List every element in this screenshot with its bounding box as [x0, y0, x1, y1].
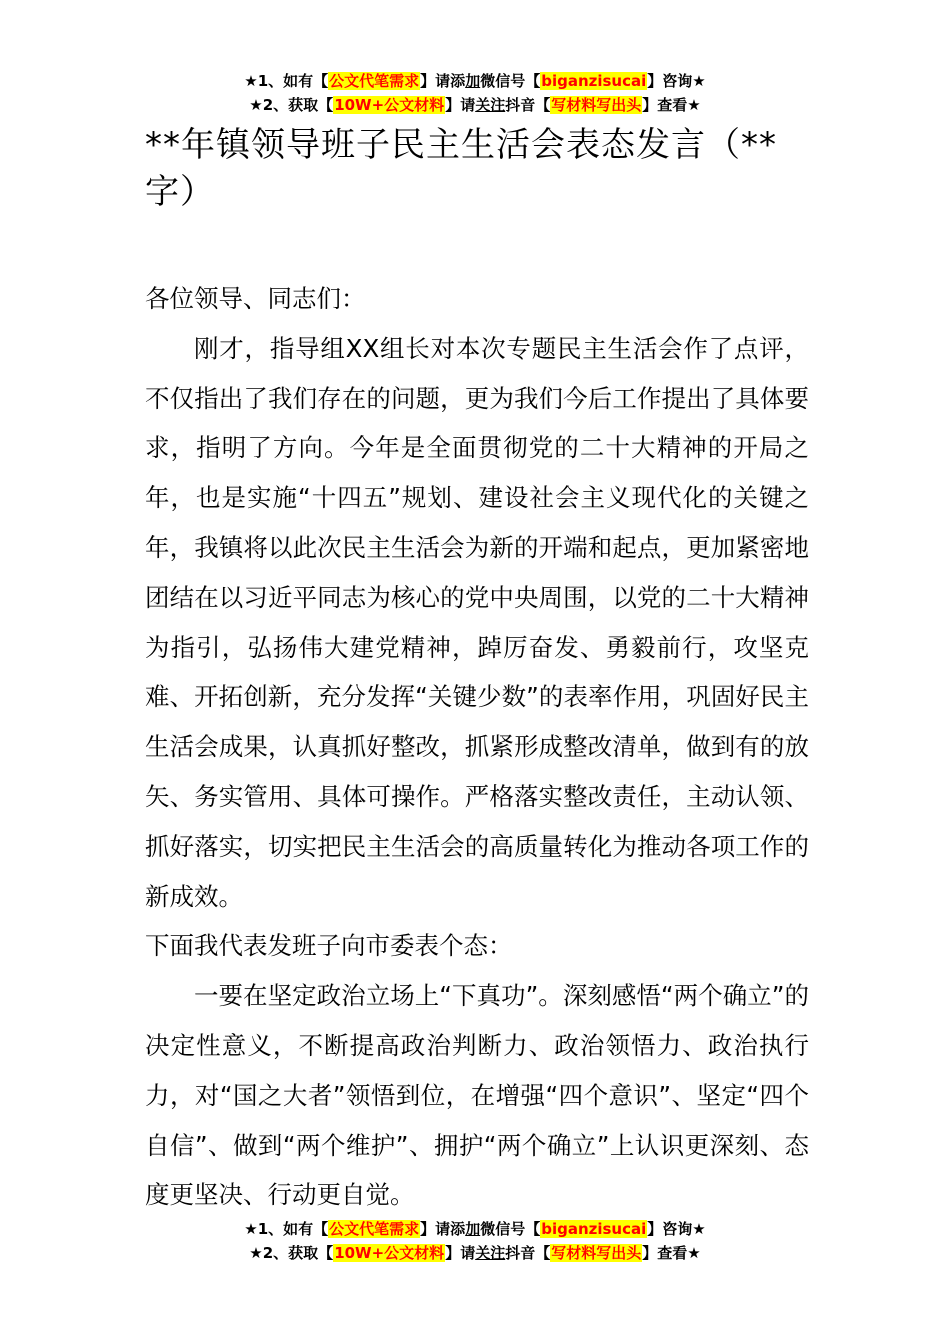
banner-line-1: ★1、如有【公文代笔需求】请添加微信号【biganzisucai】咨询★ [244, 1220, 706, 1238]
paragraph-1: 刚才，指导组XX组长对本次专题民主生活会作了点评，不仅指出了我们存在的问题，更为我们今后工作提出了具体要求，指明了方向。今年是全面贯彻党的二十大精神的开局之年，也是实施“十四五”规划、建设社会主义现代化的关键之年，我镇将以此次民主生活会为新的开端和起点，更加紧密地团结在以习近平同志为核心的党中央周围，以党的二十大精神为指引，弘扬伟大建党精神，踔厉奋发、勇毅前行，攻坚克难、开拓创新，充分发挥“关键少数”的表率作用，巩固好民主生活会成果，认真抓好整改，抓紧形成整改清单，做到有的放矢、务实管用、具体可操作。严格落实整改责任，主动认领、抓好落实，切实把民主生活会的高质量转化为推动各项工作的新成效。 [145, 333, 809, 911]
highlight-wechat-id: biganzisucai [541, 1220, 647, 1238]
document-body [145, 274, 809, 1220]
highlight-materials: 10W+公文材料 [334, 1244, 445, 1262]
highlight-douyin-account: 写材料写出头 [551, 1244, 642, 1262]
paragraph-3: 一要在坚定政治立场上“下真功”。深刻感悟“两个确立”的决定性意义，不断提高政治判断力、政治领悟力、政治执行力，对“国之大者”领悟到位，在增强“四个意识”、坚定“四个自信”、做到“两个维护”、拥护“两个确立”上认识更深刻、态度更坚决、行动更自觉。 [145, 981, 809, 1210]
highlight-douyin-account: 写材料写出头 [551, 96, 642, 114]
document-title: **年镇领导班子民主生活会表态发言（**字） [145, 125, 777, 212]
highlight-service: 公文代笔需求 [329, 1220, 420, 1238]
highlight-service: 公文代笔需求 [329, 72, 420, 90]
header-banner [0, 70, 950, 118]
highlight-materials: 10W+公文材料 [334, 96, 445, 114]
highlight-wechat-id: biganzisucai [541, 72, 647, 90]
banner-line-1: ★1、如有【公文代笔需求】请添加微信号【biganzisucai】咨询★ [244, 72, 706, 90]
paragraph-2: 下面我代表发班子向市委表个态： [145, 931, 513, 961]
footer-banner [0, 1218, 950, 1266]
banner-line-2: ★2、获取【10W+公文材料】请关注抖音【写材料写出头】查看★ [249, 1244, 701, 1262]
banner-line-2: ★2、获取【10W+公文材料】请关注抖音【写材料写出头】查看★ [249, 96, 701, 114]
salutation: 各位领导、同志们： [145, 284, 366, 313]
